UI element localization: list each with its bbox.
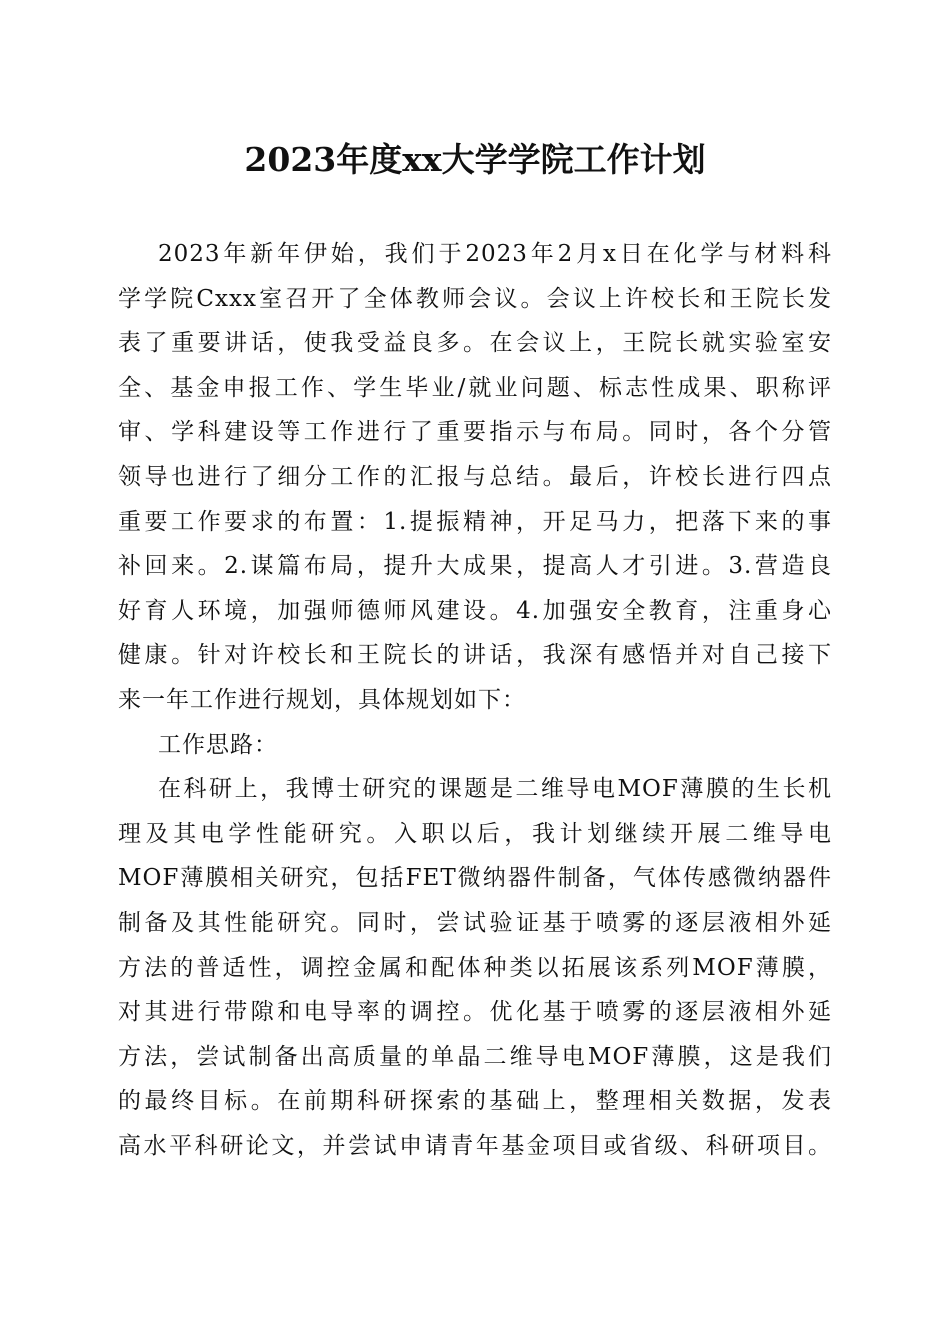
- paragraph-line: 2023年新年伊始，我们于2023年2月x日在化学与材料科: [158, 241, 832, 267]
- paragraph-line: 学学院Cxxx室召开了全体教师会议。会议上许校长和王院长发: [118, 285, 832, 312]
- section-heading: 工作思路：: [158, 731, 278, 758]
- paragraph-line: 好育人环境，加强师德师风建设。4.加强安全教育，注重身心: [118, 597, 832, 624]
- paragraph-line: 方法，尝试制备出高质量的单晶二维导电MOF薄膜，这是我们: [118, 1043, 832, 1070]
- paragraph-line: 健康。针对许校长和王院长的讲话，我深有感悟并对自己接下: [118, 642, 832, 669]
- document-title: 2023年度xx大学学院工作计划: [244, 140, 706, 179]
- paragraph-line: 高水平科研论文，并尝试申请青年基金项目或省级、科研项目。: [118, 1132, 832, 1159]
- paragraph-line: 对其进行带隙和电导率的调控。优化基于喷雾的逐层液相外延: [118, 999, 832, 1026]
- paragraph-line: 领导也进行了细分工作的汇报与总结。最后，许校长进行四点: [118, 463, 832, 490]
- paragraph-line: 表了重要讲话，使我受益良多。在会议上，王院长就实验室安: [118, 330, 832, 357]
- paragraph-line: 全、基金申报工作、学生毕业/就业问题、标志性成果、职称评: [118, 374, 832, 401]
- paragraph-line: 来一年工作进行规划，具体规划如下：: [118, 686, 526, 713]
- paragraph-line: 理及其电学性能研究。入职以后，我计划继续开展二维导电: [118, 820, 832, 847]
- paragraph-line: 重要工作要求的布置：1.提振精神，开足马力，把落下来的事: [118, 508, 832, 535]
- paragraph-line: 方法的普适性，调控金属和配体种类以拓展该系列MOF薄膜，: [118, 954, 832, 981]
- paragraph-line: 制备及其性能研究。同时，尝试验证基于喷雾的逐层液相外延: [118, 909, 832, 936]
- paragraph-line: MOF薄膜相关研究，包括FET微纳器件制备，气体传感微纳器件: [118, 865, 832, 892]
- document-body: [118, 232, 832, 1168]
- paragraph-line: 审、学科建设等工作进行了重要指示与布局。同时，各个分管: [118, 419, 832, 446]
- paragraph-line: 的最终目标。在前期科研探索的基础上，整理相关数据，发表: [118, 1088, 832, 1115]
- paragraph-line: 补回来。2.谋篇布局，提升大成果，提高人才引进。3.营造良: [118, 553, 832, 580]
- paragraph-line: 在科研上，我博士研究的课题是二维导电MOF薄膜的生长机: [158, 776, 832, 803]
